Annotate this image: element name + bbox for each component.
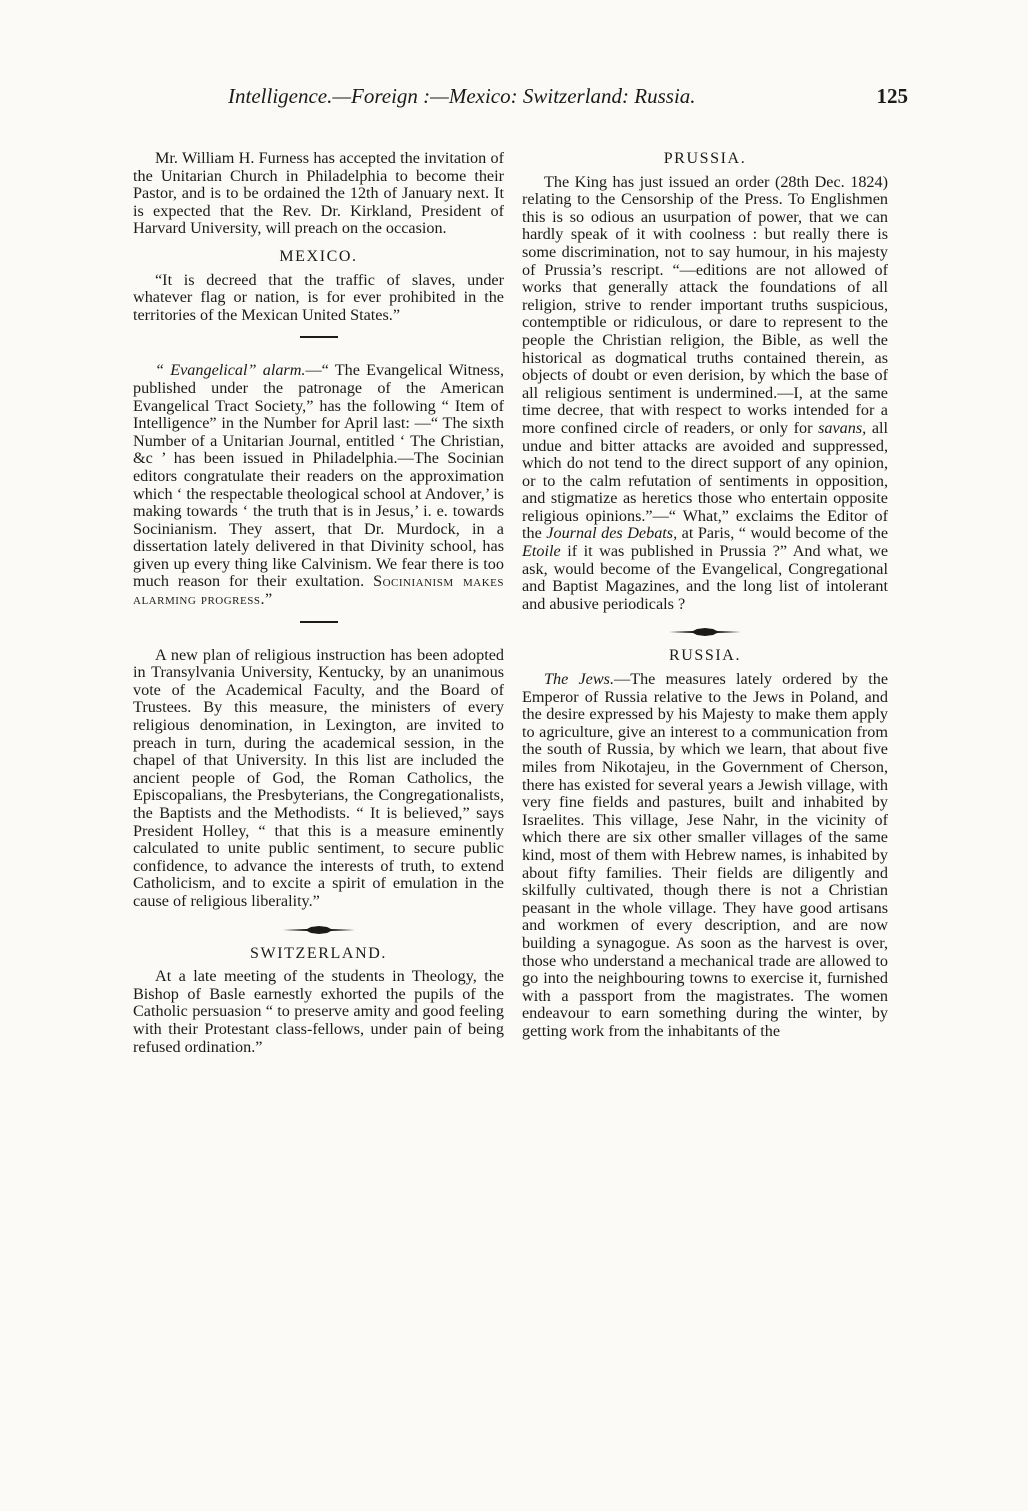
- furness-paragraph: Mr. William H. Furness has accepted the invitation of the Unitarian Church in Philadelphia to become their Pastor, and is to be ordained the 12th of January next. It is expected that the Rev. Dr. Kirkland, President of Harvard University, will preach on the occasion.: [133, 149, 504, 238]
- russia-paragraph: The Jews.—The measures lately ordered by the Emperor of Russia relative to the Jews in Poland, and the desire expressed by his Majesty to make them apply to agriculture, give an interest to a communication from the south of Russia, by which we learn, that about five miles from Nikotajeu, in the Government of Cherson, there has existed for several years a Jewish village, with very fine fields and pastures, built and inhabited by Israelites. This village, Jese Nahr, in the vicinity of which there are six other smaller villages of the same kind, most of them with Hebrew names, is inhabited by about fifty families. Their fields are diligently and skilfully cultivated, though there is not a Christian peasant in the whole village. They have good artisans and workmen of every description, and are now building a synagogue. As soon as the harvest is over, those who understand a mechanical trade are allowed to go into the neighbouring towns to exercise it, furnished with a passport from the magistrates. The women endeavour to earn something during the winter, by getting work from the inhabitants of the: [522, 670, 889, 1040]
- prussia-heading: PRUSSIA.: [663, 150, 747, 167]
- running-title: Intelligence.—Foreign :—Mexico: Switzerland: Russia.: [228, 84, 696, 108]
- switzerland-heading: SWITZERLAND.: [250, 944, 387, 962]
- jews-title: The Jews.: [544, 670, 615, 689]
- left-column: [133, 150, 504, 1056]
- prussia-paragraph: The King has just issued an order (28th Dec. 1824) relating to the Censorship of the Press. To Englishmen this is so odious an usurpation of power, that we can hardly speak of it with coolness : but really there is some discrimination, not to say humour, in his majesty of Prussia’s rescript. “—editions are not allowed of works that generally attack the foundations of all religion, strive to render important truths suspicious, contemptible or ridiculous, or dare to represent to the people the Christian religion, the Bible, as well the historical as dogmatical truths contained therein, as objects of doubt or even derision, by which the base of all religious sentiment is undermined.—I, at the same time decree, that with respect to works intended for a more confined circle of readers, or only for savans, all undue and bitter attacks are avoided and suppressed, which do not tend to the direct support of any opinion, or to the calm refutation of sentiments in opposition, and stigmatize as heretics those who entertain opposite religious opinions.”—“ What,” exclaims the Editor of the Journal des Debats, at Paris, “ would become of the Etoile if it was published in Prussia ?” And what, we ask, would become of the Evangelical, Congregational and Baptist Magazines, and the long list of intolerant and abusive periodicals ?: [522, 172, 889, 613]
- ornament-divider: [667, 627, 743, 637]
- transylvania-paragraph: A new plan of religious instruction has been adopted in Transylvania University, Kentucky, by an unanimous vote of the Academical Faculty, and the Board of Trustees. By this measure, the ministers of every religious denomination, in Lexington, are invited to preach in turn, during the academical session, in the chapel of that University. In this list are included the ancient people of God, the Roman Catholics, the Episcopalians, the Presbyterians, the Congregationalists, the Baptists and the Methodists. “ It is believed,” says President Holley, “ that this is a measure eminently calculated to unite public sentiment, to secure public confidence, to advance the interests of truth, to extend Catholicism, and to excite a spirit of emulation in the cause of religious liberality.”: [133, 645, 504, 910]
- evangelical-paragraph: “ Evangelical” alarm.—“ The Evangelical Witness, published under the patronage of the American Evangelical Tract Society,” has the following “ Item of Intelligence” in the Number for April last: —“ The sixth Number of a Unitarian Journal, entitled ‘ The Christian, &c ’ has been issued in Philadelphia.—The Socinian editors congratulate their readers on the approximation which ‘ the respectable theological school at Andover,’ is making towards ‘ the truth that is in Jesus,’ i. e. towards Socinianism. They assert, that Dr. Murdock, in a dissertation lately delivered in that Divinity school, has given up every thing like Calvinism. We fear there is too much reason for their exultation. Socinianism makes alarming progress.”: [133, 361, 505, 609]
- ornament-divider: [281, 925, 357, 935]
- page-number: 125: [876, 84, 908, 108]
- mexico-heading: MEXICO.: [279, 247, 358, 265]
- russia-heading: RUSSIA.: [668, 647, 742, 665]
- section-rule: [300, 336, 338, 338]
- switzerland-paragraph: At a late meeting of the students in Theology, the Bishop of Basle earnestly exhorted the pupils of the Catholic persuasion “ to preserve amity and good feeling with their Protestant class-fellows, under pain of being refused ordination.”: [133, 967, 504, 1056]
- right-column: [522, 150, 888, 1041]
- mexico-paragraph: “It is decreed that the traffic of slaves, under whatever flag or nation, is for ever prohibited in the territories of the Mexican United States.”: [133, 270, 504, 324]
- running-header: [228, 84, 908, 114]
- section-rule: [300, 621, 338, 623]
- evangelical-title: “ Evangelical” alarm.: [155, 361, 306, 380]
